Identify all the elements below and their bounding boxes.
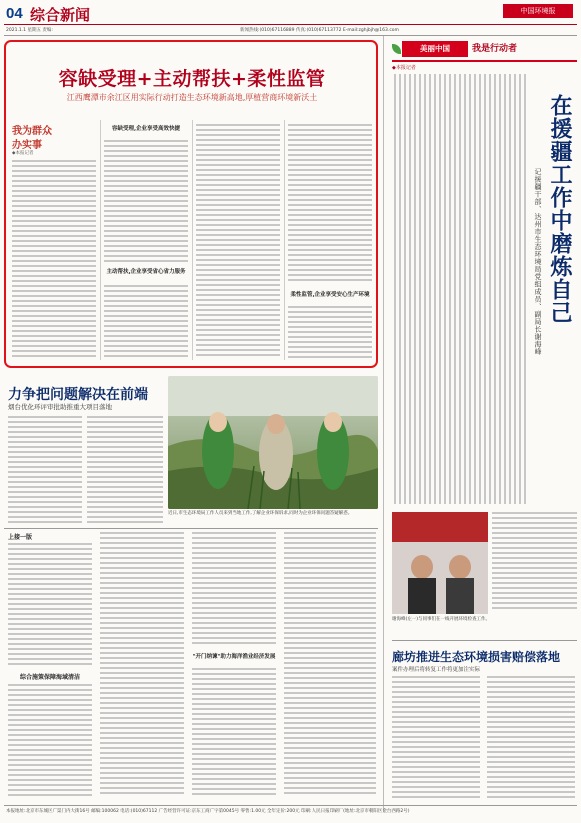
second-story-title[interactable]: 力争把问题解决在前端 (8, 387, 148, 403)
photo-illustration (168, 376, 378, 509)
subhead-fishery: "开门纳谏"助力海洋渔业经济发展 (192, 654, 276, 660)
column-divider (192, 120, 193, 360)
contact-info: 新闻热线:(010)67116889 传真:(010)67113772 E-mail:zghjbjh@163.com (240, 28, 399, 33)
right-bottom-col-2 (487, 676, 575, 800)
issue-info: 2021.1.1 星期五 责编: (6, 28, 53, 33)
second-col-1-text (8, 416, 82, 524)
second-col-2-text (87, 416, 163, 524)
lead-story-subtitle: 江西鹰潭市余江区用实际行动打造生态环境新高地,厚植营商环境新沃土 (66, 93, 318, 102)
lower-col-1-text (8, 543, 92, 669)
lower-col-3-text-b (192, 668, 276, 800)
field-inspection-photo (168, 376, 378, 509)
right-story-title[interactable]: 在援疆工作中磨炼自己 (547, 94, 572, 324)
right-kicker: ◆本报记者 (392, 65, 416, 71)
right-bottom-title[interactable]: 廊坊推进生态环境损害赔偿落地 (392, 650, 561, 664)
portrait-caption: 谢海峰(左一)与同事们在一线开展环境检查工作。 (392, 617, 491, 622)
footer-rule (4, 805, 577, 806)
lead-col-3-text (196, 124, 280, 360)
kicker-label: 我为群众 (12, 126, 52, 137)
leaf-icon (392, 44, 401, 54)
column-divider (100, 120, 101, 360)
lead-section-head-2: 主动帮扶,企业享受省心省力服务 (106, 269, 186, 275)
continued-label: 上接一版 (8, 534, 33, 541)
column-divider (284, 120, 285, 360)
lead-col-4-text (288, 124, 372, 284)
lead-col-1-text (12, 160, 96, 360)
footer-info: 本报地址:北京市东城区广渠门内大街16号 邮编:100062 电话:(010)67112 广告经营许可证:京东工商广字第0045号 零售:1.00元 全年定价:200元 印刷:人民日报印刷厂(地址:北京市朝阳区金台西路2号) (6, 809, 410, 814)
beautiful-china-banner (388, 36, 577, 62)
section-divider (4, 528, 378, 529)
second-story-subtitle: 烟台优化环评审批助推重大项目落地 (8, 403, 112, 411)
page-number: 04 (6, 5, 23, 22)
lead-section-head-3: 柔性监管,企业享受安心生产环境 (290, 292, 370, 298)
banner-tag: 美丽中国 (402, 41, 468, 57)
lower-col-3-text (192, 532, 276, 650)
lead-col-2-text-b (104, 285, 188, 360)
lead-col-2-text (104, 140, 188, 265)
right-story-subtitle: 记援疆干部、达州市生态环境局党组成员、副局长谢海峰 (534, 168, 542, 356)
right-bottom-subtitle: 案件办理后将转复工作将更加注实际 (392, 667, 481, 673)
portrait-photo (392, 512, 488, 614)
banner-tag-suffix: 我是行动者 (472, 44, 518, 54)
lead-byline: ◆本报记者 (12, 151, 34, 156)
right-text-beside-photo (492, 512, 577, 614)
portrait-illustration (392, 512, 488, 614)
newspaper-logo: 中国环境报 (503, 4, 573, 18)
header-rule (4, 24, 577, 25)
lead-col-4-text-b (288, 306, 372, 360)
lead-story-title[interactable]: 容缺受理+主动帮扶+柔性监管 (58, 68, 326, 90)
right-bottom-col-1 (392, 676, 480, 800)
photo-caption: 近日,市生态环境局工作人员来到当地工作,了解企业环保诉求,同时为企业环保问题答疑解惑。 (168, 511, 353, 516)
kicker-label-2: 办实事 (12, 140, 42, 151)
lower-col-2-text (100, 532, 184, 800)
lower-col-4-text (284, 532, 376, 800)
page-column-divider (383, 36, 384, 812)
subhead-sea-cleaning: 综合施策保障海域清洁 (19, 674, 80, 681)
lower-col-1-text-b (8, 684, 92, 800)
right-section-divider (392, 640, 577, 641)
section-name: 综合新闻 (30, 6, 91, 24)
banner-rule (392, 60, 577, 62)
right-vertical-text (392, 74, 526, 504)
lead-section-head-1: 容缺受理,企业享受高效快捷 (111, 126, 181, 132)
